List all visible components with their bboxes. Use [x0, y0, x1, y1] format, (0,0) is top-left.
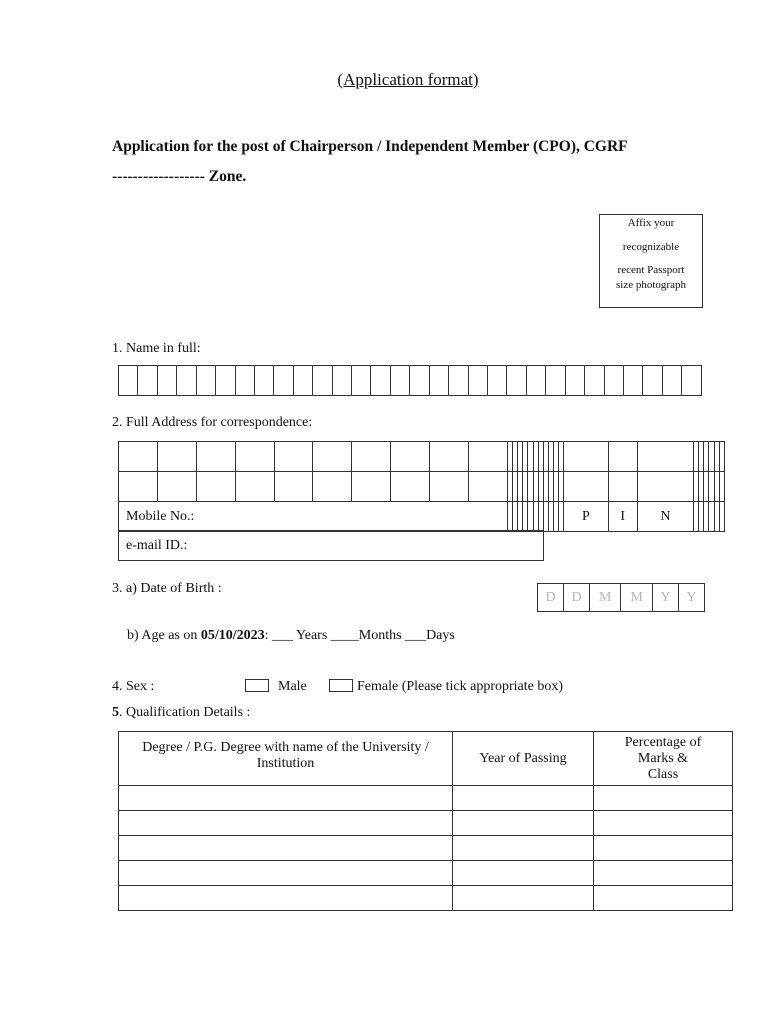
name-char-box[interactable] — [293, 366, 312, 396]
male-label: Male — [278, 679, 307, 694]
qualification-year-cell[interactable] — [453, 836, 594, 861]
name-label: 1. Name in full: — [112, 341, 201, 356]
address-char-box[interactable] — [608, 442, 637, 472]
qualification-row — [119, 861, 733, 886]
pin-letter: I — [608, 502, 637, 532]
qualification-degree-cell[interactable] — [119, 811, 453, 836]
dob-box[interactable]: Y — [678, 584, 704, 612]
name-char-box[interactable] — [157, 366, 176, 396]
dob-box[interactable]: Y — [652, 584, 678, 612]
name-char-box[interactable] — [254, 366, 273, 396]
name-char-box[interactable] — [585, 366, 604, 396]
dob-box[interactable]: D — [538, 584, 564, 612]
qualification-percentage-cell[interactable] — [594, 811, 733, 836]
address-char-box[interactable] — [608, 472, 637, 502]
dob-box[interactable]: M — [590, 584, 621, 612]
address-char-box[interactable] — [391, 442, 430, 472]
dob-box[interactable]: D — [564, 584, 590, 612]
female-label: Female (Please tick appropriate box) — [357, 679, 564, 694]
dob-box[interactable]: M — [621, 584, 652, 612]
address-char-box[interactable] — [119, 442, 158, 472]
email-row[interactable] — [118, 530, 544, 561]
address-char-box[interactable] — [274, 472, 313, 502]
address-char-box[interactable] — [391, 472, 430, 502]
address-char-box[interactable] — [235, 472, 274, 502]
name-char-box[interactable] — [643, 366, 662, 396]
name-char-box[interactable] — [662, 366, 681, 396]
photo-text-line3: recent Passport — [617, 264, 685, 276]
address-char-box[interactable] — [352, 442, 391, 472]
dob-label: 3. a) Date of Birth : — [112, 581, 222, 596]
female-checkbox[interactable] — [329, 679, 353, 692]
address-char-box[interactable] — [274, 442, 313, 472]
name-char-box[interactable] — [468, 366, 487, 396]
address-label: 2. Full Address for correspondence: — [112, 415, 313, 430]
name-char-box[interactable] — [623, 366, 642, 396]
name-char-box[interactable] — [274, 366, 293, 396]
qualification-label-text: . Qualification Details : — [119, 705, 251, 720]
qualification-year-cell[interactable] — [453, 811, 594, 836]
photo-text-line4: size photograph — [616, 279, 686, 291]
qualification-header-percentage: Percentage of Marks & Class — [594, 732, 733, 786]
qualification-year-cell[interactable] — [453, 886, 594, 911]
address-char-box[interactable] — [564, 442, 609, 472]
age-date: 05/10/2023 — [200, 628, 265, 643]
photo-affix-box — [599, 214, 703, 308]
qualification-percentage-cell[interactable] — [594, 836, 733, 861]
name-char-box[interactable] — [488, 366, 507, 396]
mobile-label: Mobile No.: — [119, 502, 508, 532]
qualification-row — [119, 786, 733, 811]
address-char-box[interactable] — [430, 472, 469, 502]
address-char-box[interactable] — [157, 442, 196, 472]
age-line — [127, 628, 455, 644]
name-char-box[interactable] — [235, 366, 254, 396]
name-char-box[interactable] — [565, 366, 584, 396]
qualification-degree-cell[interactable] — [119, 861, 453, 886]
qualification-percentage-cell[interactable] — [594, 861, 733, 886]
qualification-row — [119, 811, 733, 836]
pin-letter: N — [637, 502, 694, 532]
qualification-degree-cell[interactable] — [119, 886, 453, 911]
sex-label: 4. Sex : — [112, 679, 155, 694]
qualification-year-cell[interactable] — [453, 861, 594, 886]
address-input-grid[interactable] — [118, 441, 725, 532]
name-char-box[interactable] — [332, 366, 351, 396]
address-char-box[interactable] — [469, 472, 508, 502]
name-char-box[interactable] — [390, 366, 409, 396]
name-char-box[interactable] — [682, 366, 702, 396]
address-char-box[interactable] — [157, 472, 196, 502]
address-char-box[interactable] — [469, 442, 508, 472]
address-char-box[interactable] — [235, 442, 274, 472]
address-char-box[interactable] — [119, 472, 158, 502]
photo-text-line1: Affix your — [627, 217, 675, 229]
name-char-box[interactable] — [196, 366, 215, 396]
qualification-header-degree: Degree / P.G. Degree with name of the University / Institution — [119, 732, 453, 786]
name-char-box[interactable] — [604, 366, 623, 396]
name-char-box[interactable] — [352, 366, 371, 396]
name-char-box[interactable] — [119, 366, 138, 396]
qualification-header-year: Year of Passing — [453, 732, 594, 786]
address-char-box[interactable] — [313, 472, 352, 502]
qualification-percentage-cell[interactable] — [594, 786, 733, 811]
name-char-box[interactable] — [138, 366, 157, 396]
qualification-year-cell[interactable] — [453, 786, 594, 811]
address-char-box[interactable] — [196, 442, 235, 472]
name-input-grid[interactable] — [118, 365, 702, 396]
name-char-box[interactable] — [449, 366, 468, 396]
dob-input-grid[interactable] — [537, 583, 705, 612]
name-char-box[interactable] — [313, 366, 332, 396]
qualification-number: 5 — [112, 705, 119, 720]
address-char-box[interactable] — [313, 442, 352, 472]
name-char-box[interactable] — [546, 366, 565, 396]
qualification-degree-cell[interactable] — [119, 786, 453, 811]
qualification-label — [112, 705, 250, 721]
form-title: (Application format) — [337, 70, 479, 89]
email-label: e-mail ID.: — [119, 531, 544, 561]
name-char-box[interactable] — [177, 366, 196, 396]
name-char-box[interactable] — [526, 366, 545, 396]
address-char-box[interactable] — [352, 472, 391, 502]
male-checkbox[interactable] — [245, 679, 269, 692]
name-char-box[interactable] — [507, 366, 526, 396]
qualification-degree-cell[interactable] — [119, 836, 453, 861]
qualification-row — [119, 836, 733, 861]
address-char-box[interactable] — [719, 442, 724, 472]
pin-letter: P — [564, 502, 609, 532]
name-char-box[interactable] — [216, 366, 235, 396]
age-suffix: : ___ Years ____Months ___Days — [264, 628, 455, 643]
form-heading-line2: ------------------ Zone. — [112, 168, 247, 185]
age-prefix: b) Age as on — [127, 628, 201, 643]
qualification-row — [119, 886, 733, 911]
photo-text-line2: recognizable — [622, 241, 680, 253]
name-char-box[interactable] — [371, 366, 390, 396]
form-heading-line1: Application for the post of Chairperson / Independent Member (CPO), CGRF — [112, 138, 628, 155]
address-char-box[interactable] — [196, 472, 235, 502]
qualification-percentage-cell[interactable] — [594, 886, 733, 911]
pin-digit-box[interactable] — [719, 502, 724, 532]
address-char-box[interactable] — [564, 472, 609, 502]
address-char-box[interactable] — [637, 442, 694, 472]
name-char-box[interactable] — [429, 366, 448, 396]
name-char-box[interactable] — [410, 366, 429, 396]
address-char-box[interactable] — [430, 442, 469, 472]
address-char-box[interactable] — [637, 472, 694, 502]
qualification-table — [118, 731, 733, 911]
address-char-box[interactable] — [719, 472, 724, 502]
